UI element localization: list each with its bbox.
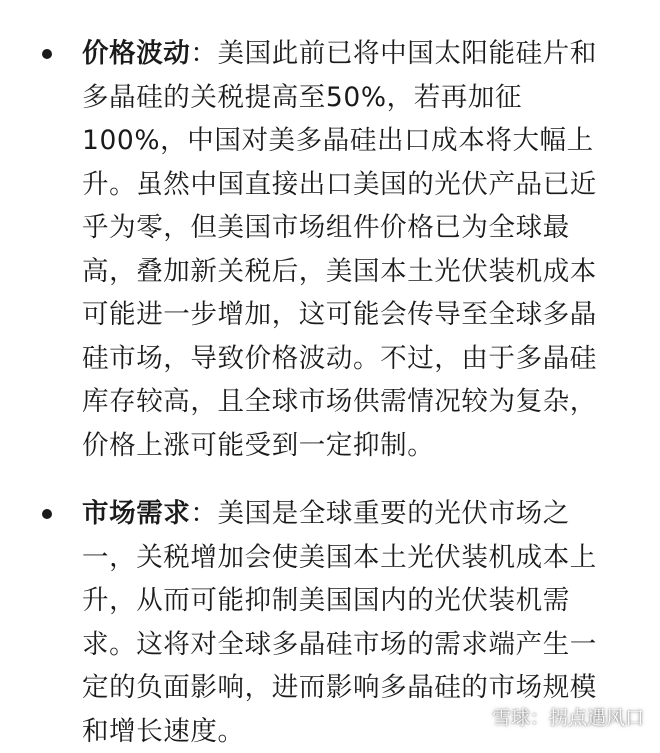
snowball-logo-icon bbox=[460, 706, 486, 728]
watermark-text: 雪球：拐点遇风口 bbox=[491, 707, 644, 729]
item-title: 价格波动 bbox=[82, 38, 191, 69]
bullet-dot-icon bbox=[42, 49, 52, 59]
bullet-dot-icon bbox=[42, 509, 52, 519]
item-title: 市场需求 bbox=[82, 498, 191, 529]
item-separator: ： bbox=[190, 498, 218, 529]
item-body: 美国此前已将中国太阳能硅片和多晶硅的关税提高至50%，若再加征100%，中国对美多晶硅出口成本将大幅上升。虽然中国直接出口美国的光伏产品已近乎为零，但美国市场组件价格已为全球最高，叠加新关税后，美国本土光伏装机成本可能进一步增加，这可能会传导至全球多晶硅市场，导致价格波动。不过，由于多晶硅库存较高，且全球市场供需情况较为复杂，价格上涨可能受到一定抑制。 bbox=[82, 38, 597, 461]
item-body: 美国是全球重要的光伏市场之一，关税增加会使美国本土光伏装机成本上升，从而可能抑制美国国内的光伏装机需求。这将对全球多晶硅市场的需求端产生一定的负面影响，进而影响多晶硅的市场规模和增长速度。 bbox=[82, 498, 597, 747]
item-separator: ： bbox=[190, 38, 218, 69]
watermark bbox=[460, 703, 644, 730]
